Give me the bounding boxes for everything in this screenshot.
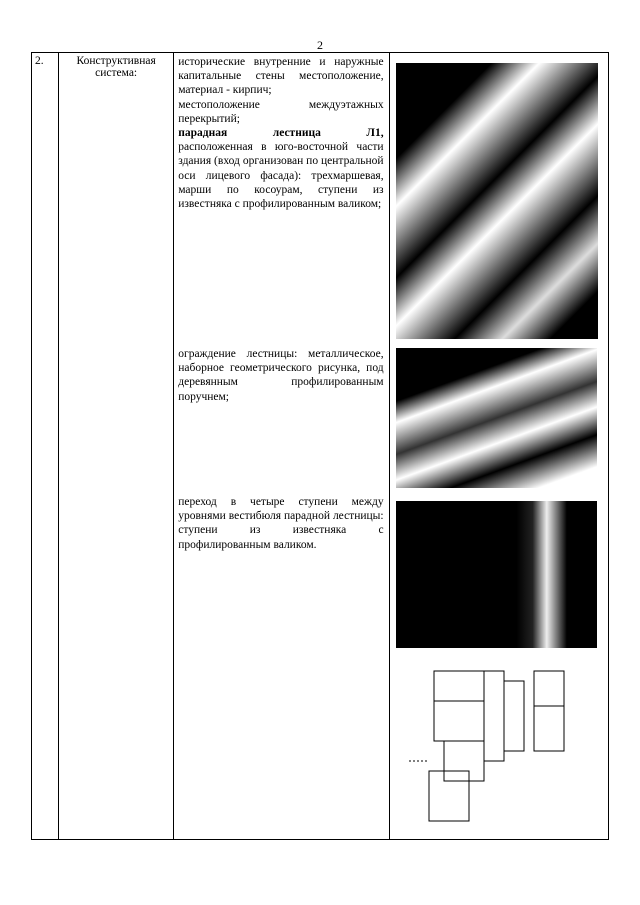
row-category: Конструктивная система: (59, 53, 174, 840)
text-block-walls (178, 55, 383, 211)
description-table (31, 52, 609, 840)
floors-text: местоположение междуэтажных перекрытий; (178, 98, 384, 125)
photos-cell (389, 53, 608, 840)
walls-text: исторические внутренние и наружные капитальные стены местоположение, материал - кирпич; (178, 56, 384, 97)
floor-plan-image (404, 661, 590, 833)
staircase-text: расположенная в юго-восточной части здания (вход организован по центральной оси лицевого фасада): трехмаршевая, марши по косоурам, ступени из известняка с профилированным валиком; (178, 141, 384, 211)
description-cell (174, 53, 389, 840)
railing-text: ограждение лестницы: металлическое, наборное геометрического рисунка, под деревянным профилированным поручнем; (178, 348, 384, 403)
page-number: 2 (317, 38, 323, 52)
vestibule-steps-photo (396, 501, 597, 648)
railing-photo (396, 348, 597, 488)
table-row (32, 53, 609, 840)
steps-text: переход в четыре ступени между уровнями вестибюля парадной лестницы: ступени из известняка с профилированным валиком. (178, 496, 384, 551)
staircase-title: парадная лестница Л1, (178, 127, 384, 140)
row-number: 2. (32, 53, 59, 840)
staircase-photo (396, 63, 598, 339)
